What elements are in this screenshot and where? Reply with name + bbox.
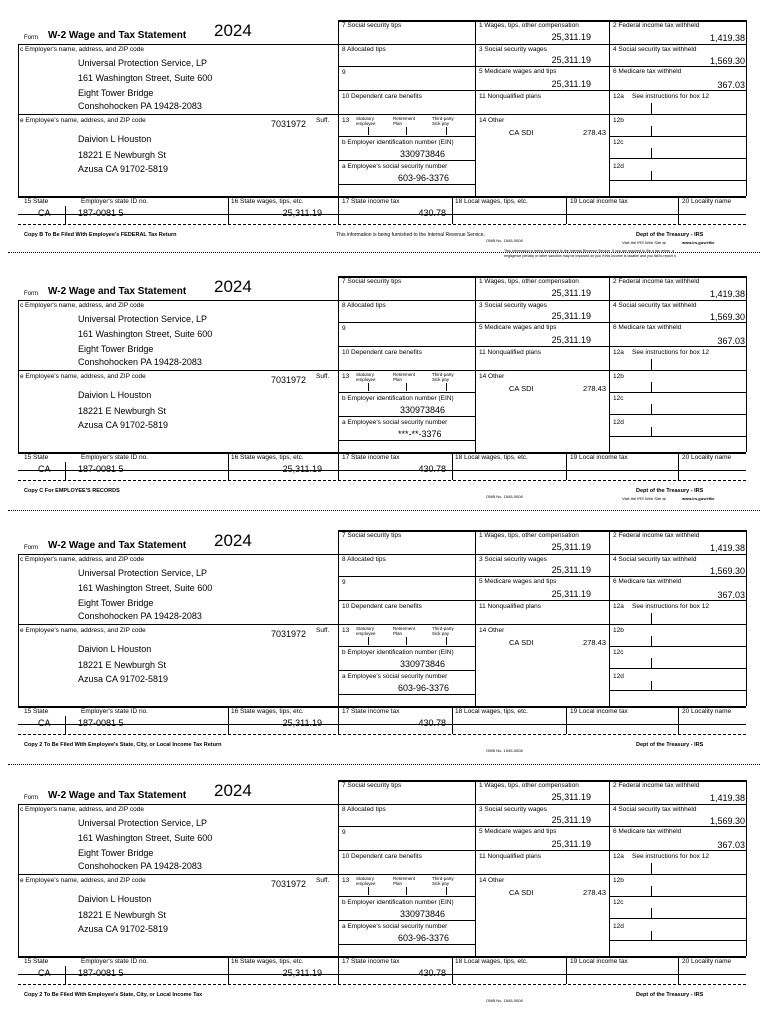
statutory-label: Statutory employee: [356, 626, 376, 636]
box2-label: 2 Federal income tax withheld: [613, 22, 700, 29]
form-title: W-2 Wage and Tax Statement: [48, 790, 187, 801]
employer-address2: Eight Tower Bridge: [78, 848, 154, 858]
box14-desc: CA SDI: [509, 384, 534, 393]
employer-name: Universal Protection Service, LP: [78, 314, 208, 324]
state-code: CA: [38, 968, 51, 978]
box2-label: 2 Federal income tax withheld: [613, 782, 700, 789]
box5-label: 5 Medicare wages and tips: [479, 578, 557, 585]
box12a-label: 12a: [613, 603, 624, 610]
box14-label: 14 Other: [479, 877, 505, 884]
state-id-label: Employer's state ID no.: [81, 454, 148, 461]
penalty-notice-line: This information is being furnished to the Internal Revenue Service. If you are required to file a tax return, a: [504, 249, 674, 253]
irs-visit: Visit the IRS Web Site at: [622, 496, 666, 501]
form-word: Form: [24, 545, 38, 551]
treasury-label: Dept of the Treasury - IRS: [636, 488, 704, 494]
ein-value: 330973846: [400, 659, 446, 669]
box12c-label: 12c: [613, 649, 624, 656]
box14-desc: CA SDI: [509, 128, 534, 137]
box19-label: 19 Local income tax: [570, 454, 628, 461]
box12c-label: 12c: [613, 395, 624, 402]
box5-label: 5 Medicare wages and tips: [479, 828, 557, 835]
box14-desc: CA SDI: [509, 638, 534, 647]
state-code: CA: [38, 464, 51, 474]
suffix-label: Suff.: [316, 373, 330, 380]
box1-label: 1 Wages, tips, other compensation: [479, 22, 579, 29]
box12b-label: 12b: [613, 373, 624, 380]
ein-label: b Employer identification number (EIN): [342, 899, 454, 906]
box4-label: 4 Social security tax withheld: [613, 302, 697, 309]
box12d-label: 12d: [613, 419, 624, 426]
box16-label: 16 State wages, tips, etc.: [231, 958, 304, 965]
box3-label: 3 Social security wages: [479, 556, 547, 563]
box12d-label: 12d: [613, 163, 624, 170]
employee-label: e Employee's name, address, and ZIP code: [20, 373, 146, 380]
box3-value: 25,311.19: [551, 815, 591, 825]
box12b-label: 12b: [613, 627, 624, 634]
box11-label: 11 Nonqualified plans: [479, 603, 542, 610]
box12c-label: 12c: [613, 899, 624, 906]
box20-label: 20 Locality name: [682, 708, 732, 715]
box8-label: 8 Allocated tips: [342, 46, 386, 53]
box17-label: 17 State income tax: [342, 708, 400, 715]
employee-name: Daivion L Houston: [78, 894, 152, 904]
state-wages: 25,311.19: [282, 718, 322, 728]
box12d-label: 12d: [613, 673, 624, 680]
employer-name: Universal Protection Service, LP: [78, 58, 208, 68]
box2-value: 1,419.38: [709, 543, 745, 553]
box6-label: 6 Medicare tax withheld: [613, 578, 682, 585]
control-number: 7031972: [271, 375, 307, 385]
state-id-label: Employer's state ID no.: [81, 198, 148, 205]
ein-label: b Employer identification number (EIN): [342, 649, 454, 656]
box20-label: 20 Locality name: [682, 454, 732, 461]
box12-note: See instructions for box 12: [632, 349, 709, 356]
irs-notice: This information is being furnished to the Internal Revenue Service.: [336, 232, 485, 238]
box17-label: 17 State income tax: [342, 958, 400, 965]
box14-desc: CA SDI: [509, 888, 534, 897]
cut-line: [8, 252, 760, 253]
omb-number: OMB No. 1545-0008: [486, 494, 523, 499]
box14-label: 14 Other: [479, 627, 505, 634]
box19-label: 19 Local income tax: [570, 198, 628, 205]
state-id: 187-0081 5: [78, 464, 124, 474]
employee-address: 18221 E Newburgh St: [78, 150, 167, 160]
box20-label: 20 Locality name: [682, 958, 732, 965]
box6-value: 367.03: [717, 336, 745, 346]
suffix-label: Suff.: [316, 627, 330, 634]
form-word: Form: [24, 291, 38, 297]
box6-value: 367.03: [717, 840, 745, 850]
box1-value: 25,311.19: [551, 288, 591, 298]
employee-city: Azusa CA 91702-5819: [78, 420, 169, 430]
box2-value: 1,419.38: [709, 793, 745, 803]
copy-designation: Copy B To Be Filed With Employee's FEDERAL Tax Return: [24, 232, 177, 238]
ssn-label: a Employee's social security number: [342, 163, 448, 170]
employer-address1: 161 Washington Street, Suite 600: [78, 583, 213, 593]
box13-label: 13: [342, 117, 350, 124]
ssn-label: a Employee's social security number: [342, 419, 448, 426]
employer-city: Conshohocken PA 19428-2083: [78, 357, 202, 367]
w2-copy-3: [0, 508, 768, 753]
ein-value: 330973846: [400, 405, 446, 415]
state-id-label: Employer's state ID no.: [81, 708, 148, 715]
ein-value: 330973846: [400, 909, 446, 919]
box2-value: 1,419.38: [709, 289, 745, 299]
box7-label: 7 Social security tips: [342, 532, 402, 539]
box7-label: 7 Social security tips: [342, 22, 402, 29]
box18-label: 18 Local wages, tips, etc.: [455, 958, 528, 965]
employer-label: c Employer's name, address, and ZIP code: [20, 46, 144, 53]
box4-value: 1,569.30: [709, 56, 745, 66]
thirdparty-label: Third-party Sick pay: [432, 626, 454, 636]
box1-value: 25,311.19: [551, 792, 591, 802]
box9-label: 9: [342, 829, 346, 836]
state-wages: 25,311.19: [282, 208, 322, 218]
thirdparty-label: Third-party Sick pay: [432, 116, 454, 126]
box3-label: 3 Social security wages: [479, 46, 547, 53]
state-wages: 25,311.19: [282, 464, 322, 474]
ssn-label: a Employee's social security number: [342, 923, 448, 930]
employer-address1: 161 Washington Street, Suite 600: [78, 329, 213, 339]
employer-address2: Eight Tower Bridge: [78, 344, 154, 354]
box5-value: 25,311.19: [551, 839, 591, 849]
tax-year: 2024: [214, 21, 252, 40]
box13-label: 13: [342, 627, 350, 634]
box15-label: 15 State: [24, 958, 49, 965]
w2-copy-1: [0, 0, 768, 258]
employer-city: Conshohocken PA 19428-2083: [78, 611, 202, 621]
treasury-label: Dept of the Treasury - IRS: [636, 232, 704, 238]
employee-label: e Employee's name, address, and ZIP code: [20, 877, 146, 884]
statutory-label: Statutory employee: [356, 372, 376, 382]
employee-city: Azusa CA 91702-5819: [78, 164, 169, 174]
box4-value: 1,569.30: [709, 816, 745, 826]
box18-label: 18 Local wages, tips, etc.: [455, 198, 528, 205]
employer-name: Universal Protection Service, LP: [78, 818, 208, 828]
statutory-label: Statutory employee: [356, 116, 376, 126]
irs-visit: Visit the IRS Web Site at: [622, 240, 666, 245]
box17-label: 17 State income tax: [342, 454, 400, 461]
box19-label: 19 Local income tax: [570, 958, 628, 965]
employee-city: Azusa CA 91702-5819: [78, 674, 169, 684]
suffix-label: Suff.: [316, 877, 330, 884]
box14-amount: 278.43: [583, 128, 606, 137]
state-id-label: Employer's state ID no.: [81, 958, 148, 965]
box14-amount: 278.43: [583, 384, 606, 393]
box11-label: 11 Nonqualified plans: [479, 853, 542, 860]
box12a-label: 12a: [613, 349, 624, 356]
employee-address: 18221 E Newburgh St: [78, 660, 167, 670]
control-number: 7031972: [271, 629, 307, 639]
box12d-label: 12d: [613, 923, 624, 930]
box11-label: 11 Nonqualified plans: [479, 93, 542, 100]
form-word: Form: [24, 795, 38, 801]
box8-label: 8 Allocated tips: [342, 806, 386, 813]
box12c-label: 12c: [613, 139, 624, 146]
tax-year: 2024: [214, 277, 252, 296]
box15-label: 15 State: [24, 708, 49, 715]
box16-label: 16 State wages, tips, etc.: [231, 708, 304, 715]
retirement-label: Retirement Plan: [393, 116, 416, 126]
state-id: 187-0081 5: [78, 718, 124, 728]
suffix-label: Suff.: [316, 117, 330, 124]
employee-name: Daivion L Houston: [78, 134, 152, 144]
box16-label: 16 State wages, tips, etc.: [231, 198, 304, 205]
employee-city: Azusa CA 91702-5819: [78, 924, 169, 934]
box9-label: 9: [342, 579, 346, 586]
box7-label: 7 Social security tips: [342, 278, 402, 285]
ein-value: 330973846: [400, 149, 446, 159]
box6-value: 367.03: [717, 590, 745, 600]
employee-label: e Employee's name, address, and ZIP code: [20, 627, 146, 634]
box4-value: 1,569.30: [709, 566, 745, 576]
copy-designation: Copy C For EMPLOYEE'S RECORDS: [24, 488, 120, 494]
box3-label: 3 Social security wages: [479, 806, 547, 813]
employer-address1: 161 Washington Street, Suite 600: [78, 73, 213, 83]
box5-value: 25,311.19: [551, 589, 591, 599]
omb-number: OMB No. 1545-0008: [486, 238, 523, 243]
control-number: 7031972: [271, 879, 307, 889]
box12b-label: 12b: [613, 117, 624, 124]
box1-label: 1 Wages, tips, other compensation: [479, 278, 579, 285]
state-tax: 430.78: [418, 208, 446, 218]
box15-label: 15 State: [24, 454, 49, 461]
box8-label: 8 Allocated tips: [342, 556, 386, 563]
employer-address2: Eight Tower Bridge: [78, 88, 154, 98]
thirdparty-label: Third-party Sick pay: [432, 876, 454, 886]
state-id: 187-0081 5: [78, 968, 124, 978]
box4-label: 4 Social security tax withheld: [613, 806, 697, 813]
box19-label: 19 Local income tax: [570, 708, 628, 715]
box6-label: 6 Medicare tax withheld: [613, 828, 682, 835]
box12a-label: 12a: [613, 93, 624, 100]
w2-copy-2: [0, 254, 768, 499]
box5-label: 5 Medicare wages and tips: [479, 324, 557, 331]
treasury-label: Dept of the Treasury - IRS: [636, 992, 704, 998]
treasury-label: Dept of the Treasury - IRS: [636, 742, 704, 748]
box8-label: 8 Allocated tips: [342, 302, 386, 309]
box13-label: 13: [342, 373, 350, 380]
box4-label: 4 Social security tax withheld: [613, 46, 697, 53]
state-tax: 430.78: [418, 718, 446, 728]
employer-city: Conshohocken PA 19428-2083: [78, 101, 202, 111]
state-tax: 430.78: [418, 464, 446, 474]
employer-label: c Employer's name, address, and ZIP code: [20, 806, 144, 813]
employer-label: c Employer's name, address, and ZIP code: [20, 556, 144, 563]
box5-value: 25,311.19: [551, 335, 591, 345]
box2-label: 2 Federal income tax withheld: [613, 278, 700, 285]
state-code: CA: [38, 718, 51, 728]
box1-value: 25,311.19: [551, 542, 591, 552]
box10-label: 10 Dependent care benefits: [342, 853, 422, 860]
box12-note: See instructions for box 12: [632, 93, 709, 100]
box4-value: 1,569.30: [709, 312, 745, 322]
state-id: 187-0081 5: [78, 208, 124, 218]
box14-amount: 278.43: [583, 638, 606, 647]
form-title: W-2 Wage and Tax Statement: [48, 286, 187, 297]
ssn-value: 603-96-3376: [398, 683, 450, 693]
box7-label: 7 Social security tips: [342, 782, 402, 789]
box11-label: 11 Nonqualified plans: [479, 349, 542, 356]
box10-label: 10 Dependent care benefits: [342, 349, 422, 356]
ssn-label: a Employee's social security number: [342, 673, 448, 680]
statutory-label: Statutory employee: [356, 876, 376, 886]
employee-label: e Employee's name, address, and ZIP code: [20, 117, 146, 124]
box12b-label: 12b: [613, 877, 624, 884]
penalty-notice-line: negligence penalty or other sanction may be imposed on you if this income is taxable and you fail to report it.: [504, 254, 677, 258]
box14-label: 14 Other: [479, 117, 505, 124]
ssn-value: ***-**-3376: [398, 429, 442, 439]
ein-label: b Employer identification number (EIN): [342, 139, 454, 146]
ssn-value: 603-96-3376: [398, 173, 450, 183]
box10-label: 10 Dependent care benefits: [342, 93, 422, 100]
box5-value: 25,311.19: [551, 79, 591, 89]
box12a-label: 12a: [613, 853, 624, 860]
employer-address1: 161 Washington Street, Suite 600: [78, 833, 213, 843]
box13-label: 13: [342, 877, 350, 884]
irs-url: www.irs.gov/efile: [682, 496, 715, 501]
box3-value: 25,311.19: [551, 565, 591, 575]
employer-label: c Employer's name, address, and ZIP code: [20, 302, 144, 309]
omb-number: OMB No. 1545-0008: [486, 998, 523, 1003]
box1-label: 1 Wages, tips, other compensation: [479, 532, 579, 539]
box10-label: 10 Dependent care benefits: [342, 603, 422, 610]
box3-value: 25,311.19: [551, 311, 591, 321]
copy-designation: Copy 2 To Be Filed With Employee's State, City, or Local Income Tax: [24, 992, 203, 998]
retirement-label: Retirement Plan: [393, 626, 416, 636]
box9-label: 9: [342, 325, 346, 332]
employee-address: 18221 E Newburgh St: [78, 910, 167, 920]
box3-label: 3 Social security wages: [479, 302, 547, 309]
box1-label: 1 Wages, tips, other compensation: [479, 782, 579, 789]
employee-name: Daivion L Houston: [78, 390, 152, 400]
box14-amount: 278.43: [583, 888, 606, 897]
box5-label: 5 Medicare wages and tips: [479, 68, 557, 75]
box12-note: See instructions for box 12: [632, 853, 709, 860]
employer-address2: Eight Tower Bridge: [78, 598, 154, 608]
cut-line: [8, 510, 760, 511]
state-code: CA: [38, 208, 51, 218]
box17-label: 17 State income tax: [342, 198, 400, 205]
box20-label: 20 Locality name: [682, 198, 732, 205]
thirdparty-label: Third-party Sick pay: [432, 372, 454, 382]
control-number: 7031972: [271, 119, 307, 129]
state-wages: 25,311.19: [282, 968, 322, 978]
box12-note: See instructions for box 12: [632, 603, 709, 610]
tax-year: 2024: [214, 781, 252, 800]
box1-value: 25,311.19: [551, 32, 591, 42]
box2-label: 2 Federal income tax withheld: [613, 532, 700, 539]
box9-label: 9: [342, 69, 346, 76]
cut-line: [8, 764, 760, 765]
box14-label: 14 Other: [479, 373, 505, 380]
ssn-value: 603-96-3376: [398, 933, 450, 943]
box18-label: 18 Local wages, tips, etc.: [455, 454, 528, 461]
box6-value: 367.03: [717, 80, 745, 90]
employer-city: Conshohocken PA 19428-2083: [78, 861, 202, 871]
box16-label: 16 State wages, tips, etc.: [231, 454, 304, 461]
box3-value: 25,311.19: [551, 55, 591, 65]
w2-copy-4: [0, 758, 768, 1003]
box4-label: 4 Social security tax withheld: [613, 556, 697, 563]
employee-name: Daivion L Houston: [78, 644, 152, 654]
box15-label: 15 State: [24, 198, 49, 205]
irs-url: www.irs.gov/efile: [682, 240, 715, 245]
retirement-label: Retirement Plan: [393, 372, 416, 382]
copy-designation: Copy 2 To Be Filed With Employee's State, City, or Local Income Tax Return: [24, 742, 222, 748]
box6-label: 6 Medicare tax withheld: [613, 68, 682, 75]
state-tax: 430.78: [418, 968, 446, 978]
ein-label: b Employer identification number (EIN): [342, 395, 454, 402]
box2-value: 1,419.38: [709, 33, 745, 43]
employee-address: 18221 E Newburgh St: [78, 406, 167, 416]
tax-year: 2024: [214, 531, 252, 550]
form-title: W-2 Wage and Tax Statement: [48, 30, 187, 41]
form-title: W-2 Wage and Tax Statement: [48, 540, 187, 551]
omb-number: OMB No. 1545-0008: [486, 748, 523, 753]
employer-name: Universal Protection Service, LP: [78, 568, 208, 578]
box18-label: 18 Local wages, tips, etc.: [455, 708, 528, 715]
form-word: Form: [24, 35, 38, 41]
box6-label: 6 Medicare tax withheld: [613, 324, 682, 331]
retirement-label: Retirement Plan: [393, 876, 416, 886]
